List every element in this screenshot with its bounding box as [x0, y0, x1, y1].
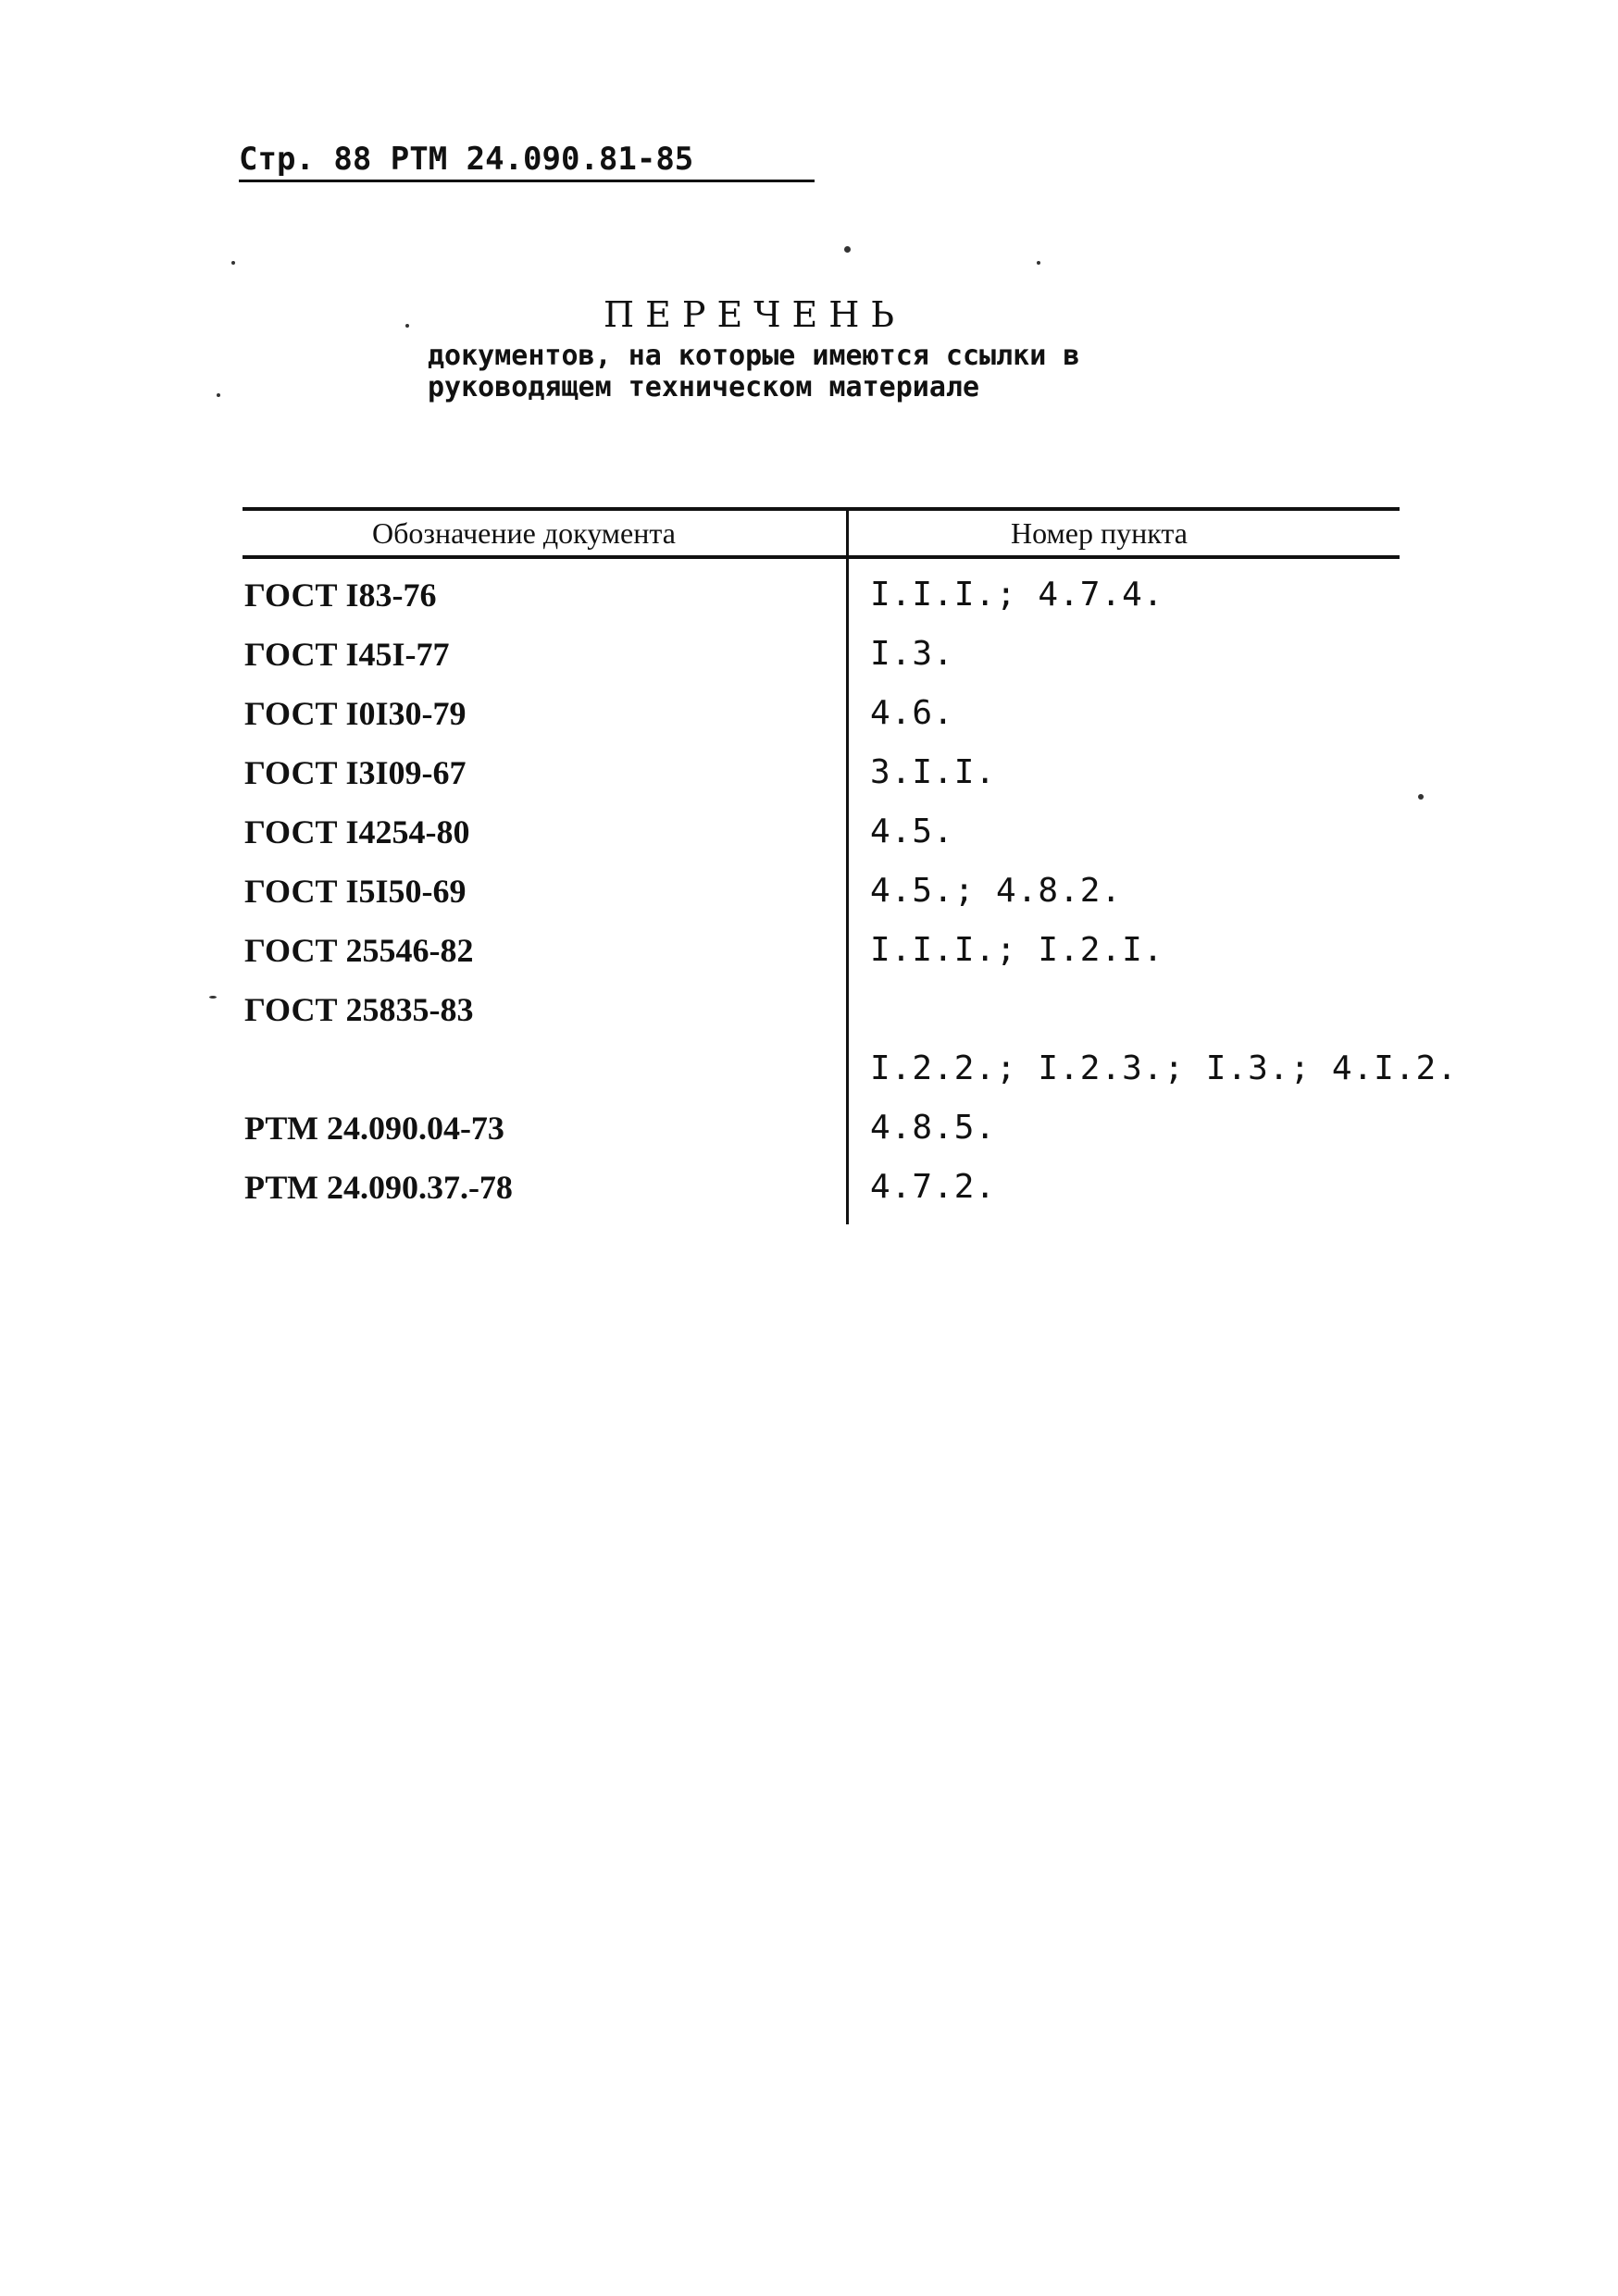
table-row [243, 635, 1400, 694]
item-numbers: 4.5. [870, 813, 954, 850]
subtitle-line-1: документов, на которые имеются ссылки в [428, 340, 1080, 372]
document-designation: РТМ 24.090.04-73 [244, 1110, 504, 1147]
scan-speck [405, 324, 409, 328]
table-row [243, 1049, 1458, 1109]
page-header: Стр. 88 РТМ 24.090.81-85 [239, 141, 694, 178]
scan-speck [217, 393, 220, 397]
subtitle-line-2: руководящем техническом материале [428, 371, 980, 403]
scan-speck [1418, 794, 1424, 800]
item-numbers: 3.I.I. [870, 753, 997, 791]
table-row [243, 1168, 1400, 1227]
document-designation: ГОСТ I5I50-69 [244, 873, 467, 910]
table-row [243, 576, 1400, 635]
table-row [243, 990, 1400, 1049]
document-designation: ГОСТ 25835-83 [244, 991, 474, 1028]
scan-speck [844, 246, 851, 253]
document-designation: ГОСТ I83-76 [244, 577, 437, 614]
column-header-item: Номер пункта [1011, 516, 1188, 550]
column-header-document: Обозначение документа [372, 516, 676, 550]
item-numbers: I.3. [870, 635, 954, 673]
table-row [243, 813, 1400, 872]
item-numbers: 4.8.5. [870, 1109, 997, 1147]
item-numbers: 4.5.; 4.8.2. [870, 872, 1123, 910]
table-row [243, 694, 1400, 753]
item-numbers: I.I.I.; 4.7.4. [870, 576, 1164, 614]
document-designation: ГОСТ I0I30-79 [244, 695, 467, 732]
document-designation: ГОСТ I3I09-67 [244, 754, 467, 791]
item-numbers: I.2.2.; I.2.3.; I.3.; 4.I.2. [870, 1049, 1458, 1087]
document-heading: ПЕРЕЧЕНЬ [604, 294, 906, 335]
scan-speck [231, 261, 235, 265]
table-row [243, 872, 1400, 931]
document-designation: РТМ 24.090.37.-78 [244, 1169, 513, 1206]
document-designation: ГОСТ I45I-77 [244, 636, 450, 673]
document-subtitle [428, 341, 1079, 403]
item-numbers: 4.7.2. [870, 1168, 997, 1206]
table-top-rule [243, 507, 1400, 511]
table-header-rule [243, 555, 1400, 559]
document-designation: ГОСТ I4254-80 [244, 813, 470, 850]
table-row [243, 1109, 1400, 1168]
table-row [243, 931, 1400, 990]
item-numbers: I.I.I.; I.2.I. [870, 931, 1164, 969]
document-designation: ГОСТ 25546-82 [244, 932, 474, 969]
item-numbers: 4.6. [870, 694, 954, 732]
table-row [243, 753, 1400, 813]
scan-speck [1037, 261, 1040, 265]
header-underline [239, 180, 815, 182]
scan-speck [209, 996, 217, 999]
